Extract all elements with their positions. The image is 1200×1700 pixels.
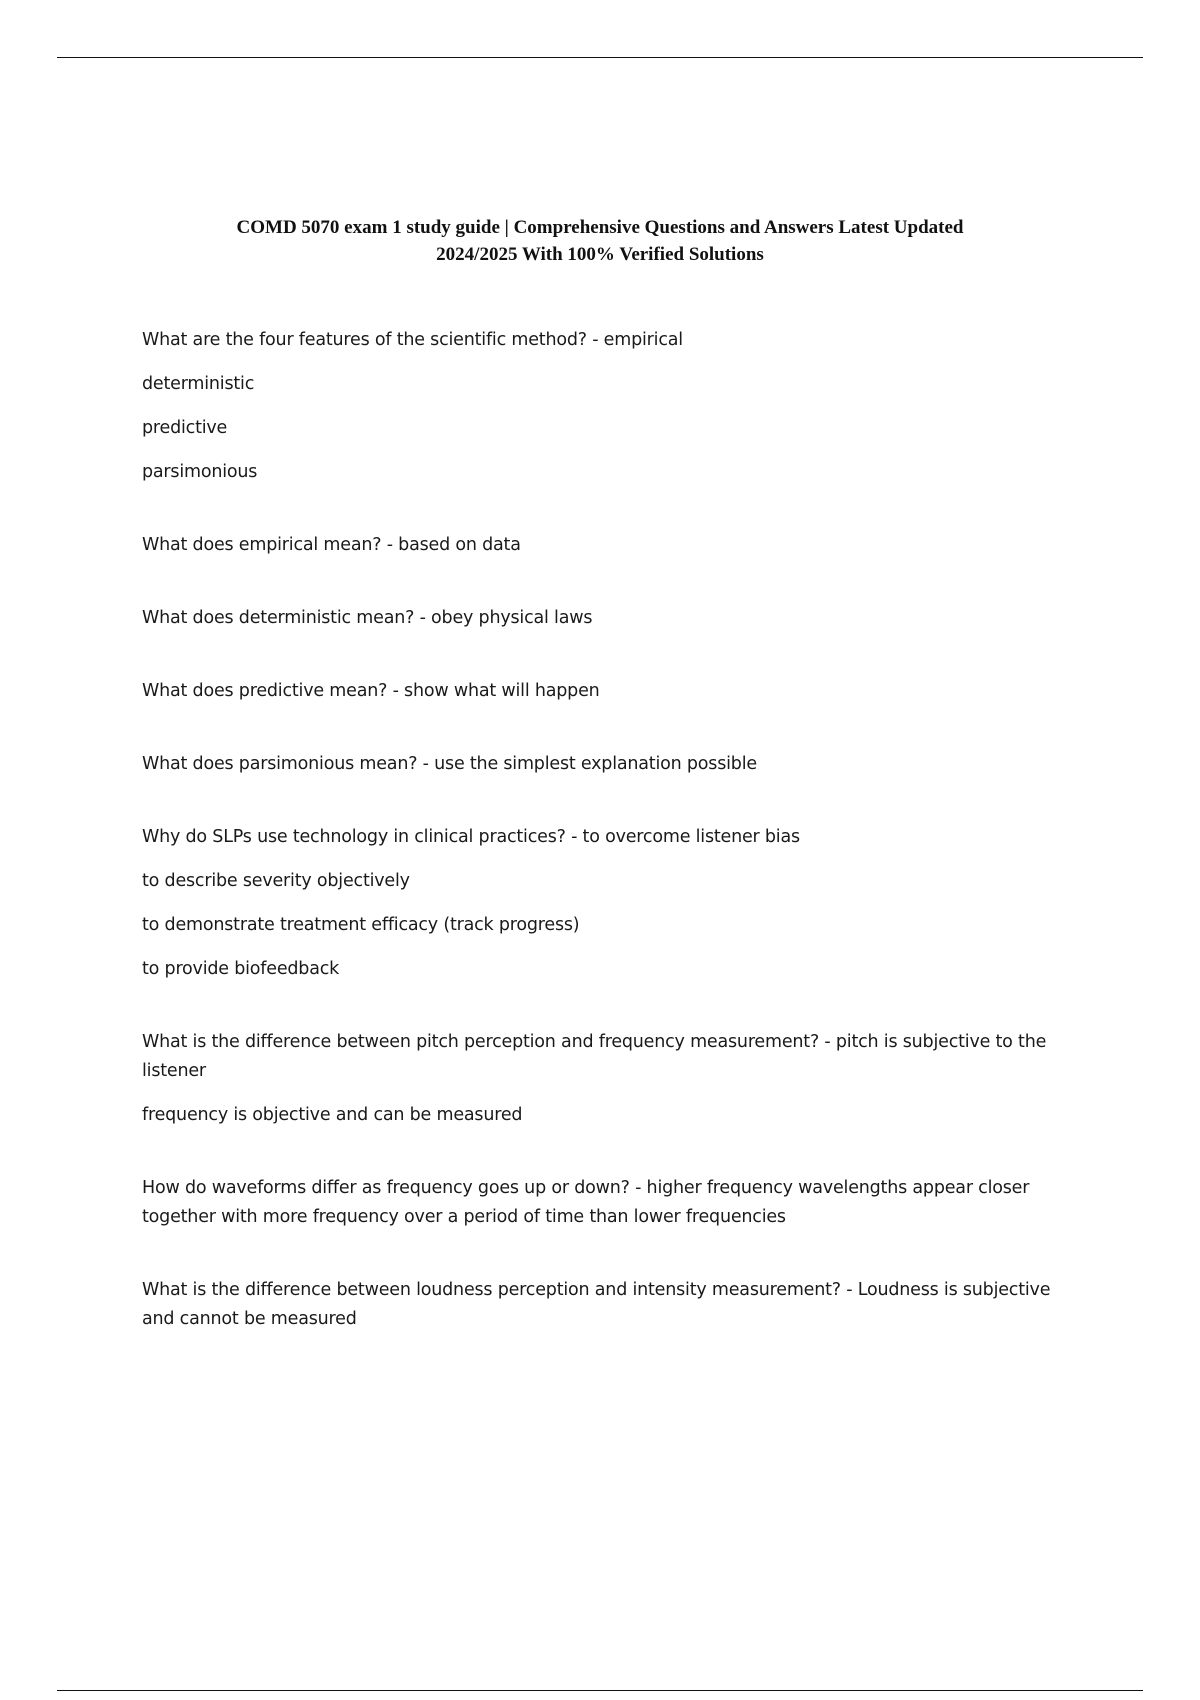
title-line-1: COMD 5070 exam 1 study guide | Comprehensive Questions and Answers Latest Updated xyxy=(236,217,964,238)
qa-line: What are the four features of the scientific method? - empirical xyxy=(142,330,683,350)
qa-item xyxy=(142,823,1062,984)
qa-item xyxy=(142,604,1062,633)
footer-rule xyxy=(57,1690,1143,1691)
qa-item xyxy=(142,531,1062,560)
qa-item xyxy=(142,326,1062,487)
qa-line: parsimonious xyxy=(142,462,258,482)
qa-line: What is the difference between pitch perception and frequency measurement? - pitch is subjective to the listener xyxy=(142,1032,1047,1081)
qa-item xyxy=(142,1276,1062,1334)
qa-item xyxy=(142,750,1062,779)
qa-line: What does empirical mean? - based on data xyxy=(142,535,521,555)
qa-line: Why do SLPs use technology in clinical practices? - to overcome listener bias xyxy=(142,827,800,847)
qa-line: What is the difference between loudness perception and intensity measurement? - Loudness is subjective and cannot be measured xyxy=(142,1280,1051,1329)
qa-line: What does deterministic mean? - obey physical laws xyxy=(142,608,593,628)
qa-line: frequency is objective and can be measured xyxy=(142,1105,523,1125)
title-line-2: 2024/2025 With 100% Verified Solutions xyxy=(436,244,764,265)
qa-item xyxy=(142,677,1062,706)
qa-line: to provide biofeedback xyxy=(142,959,340,979)
document-title xyxy=(130,214,1070,268)
header-rule xyxy=(57,57,1143,58)
qa-line: to demonstrate treatment efficacy (track progress) xyxy=(142,915,580,935)
qa-list xyxy=(142,326,1062,1378)
qa-line: to describe severity objectively xyxy=(142,871,410,891)
qa-line: How do waveforms differ as frequency goes up or down? - higher frequency wavelengths appear closer together with more frequency over a period of time than lower frequencies xyxy=(142,1178,1030,1227)
qa-item xyxy=(142,1174,1062,1232)
qa-item xyxy=(142,1028,1062,1130)
qa-line: What does parsimonious mean? - use the simplest explanation possible xyxy=(142,754,757,774)
qa-line: deterministic xyxy=(142,374,255,394)
qa-line: predictive xyxy=(142,418,228,438)
qa-line: What does predictive mean? - show what will happen xyxy=(142,681,600,701)
